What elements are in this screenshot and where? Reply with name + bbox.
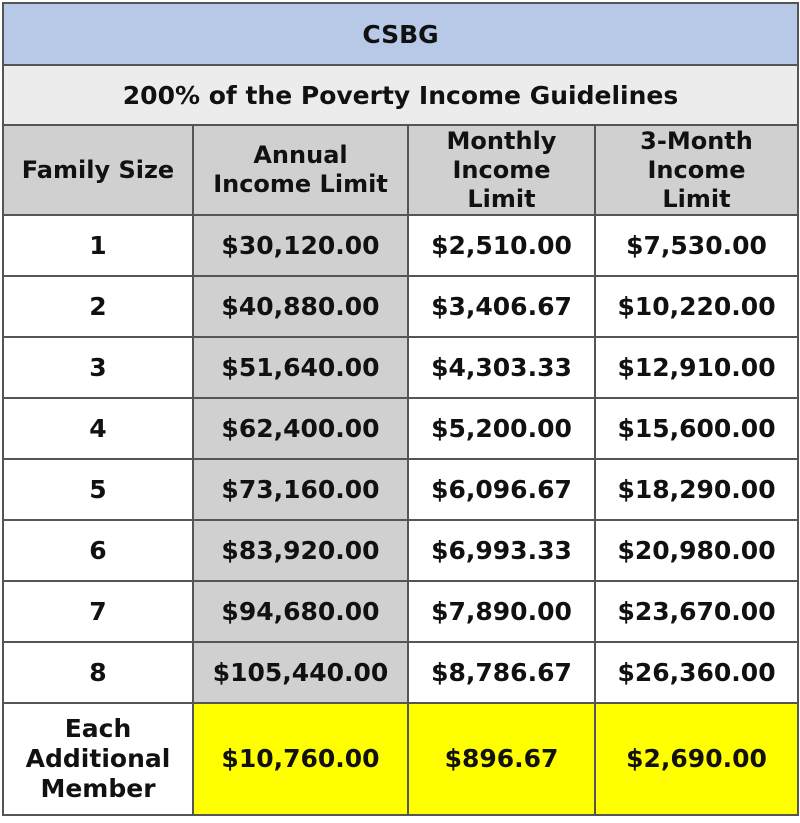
annual-income-cell: $83,920.00: [193, 520, 408, 581]
header-monthly-line: Income: [452, 155, 551, 184]
additional-three-month-cell: $2,690.00: [595, 703, 798, 815]
annual-income-cell: $30,120.00: [193, 215, 408, 276]
monthly-income-cell: $3,406.67: [408, 276, 595, 337]
table-row: [3, 520, 798, 581]
monthly-income-cell: $6,096.67: [408, 459, 595, 520]
header-three-month-line: Income: [647, 155, 746, 184]
monthly-income-cell: $4,303.33: [408, 337, 595, 398]
annual-income-cell: $40,880.00: [193, 276, 408, 337]
family-size-cell: 8: [3, 642, 193, 703]
monthly-income-cell: $7,890.00: [408, 581, 595, 642]
three-month-income-cell: $15,600.00: [595, 398, 798, 459]
table-row: [3, 337, 798, 398]
three-month-income-cell: $12,910.00: [595, 337, 798, 398]
three-month-income-cell: $26,360.00: [595, 642, 798, 703]
table-subtitle: 200% of the Poverty Income Guidelines: [3, 65, 798, 125]
three-month-income-cell: $20,980.00: [595, 520, 798, 581]
header-row: [3, 125, 798, 215]
annual-income-cell: $73,160.00: [193, 459, 408, 520]
additional-annual-cell: $10,760.00: [193, 703, 408, 815]
three-month-income-cell: $18,290.00: [595, 459, 798, 520]
annual-income-cell: $51,640.00: [193, 337, 408, 398]
header-three-month-line: Limit: [662, 184, 731, 213]
header-family-size: [3, 125, 193, 215]
family-size-cell: 7: [3, 581, 193, 642]
title-row: [3, 3, 798, 65]
family-size-cell: 6: [3, 520, 193, 581]
additional-member-label: [3, 703, 193, 815]
header-monthly-income-limit: [408, 125, 595, 215]
family-size-cell: 2: [3, 276, 193, 337]
table-row: [3, 459, 798, 520]
table-row: [3, 215, 798, 276]
header-three-month-income-limit: [595, 125, 798, 215]
family-size-cell: 1: [3, 215, 193, 276]
additional-label-line: Each: [64, 714, 132, 743]
family-size-cell: 3: [3, 337, 193, 398]
income-guidelines-table-container: [2, 2, 797, 819]
header-monthly-line: Limit: [467, 184, 536, 213]
table-row: [3, 581, 798, 642]
header-monthly-line: Monthly: [446, 126, 557, 155]
annual-income-cell: $62,400.00: [193, 398, 408, 459]
additional-label-line: Additional: [25, 744, 171, 773]
table-row: [3, 398, 798, 459]
additional-label-line: Member: [40, 774, 156, 803]
header-three-month-line: 3-Month: [640, 126, 753, 155]
header-family-size-label: Family Size: [21, 155, 175, 184]
header-annual-line: Annual: [253, 141, 348, 169]
family-size-cell: 5: [3, 459, 193, 520]
three-month-income-cell: $23,670.00: [595, 581, 798, 642]
monthly-income-cell: $5,200.00: [408, 398, 595, 459]
annual-income-cell: $105,440.00: [193, 642, 408, 703]
table-title: CSBG: [3, 3, 798, 65]
header-annual-line: Income Limit: [213, 170, 388, 198]
three-month-income-cell: $10,220.00: [595, 276, 798, 337]
additional-member-row: [3, 703, 798, 815]
additional-monthly-cell: $896.67: [408, 703, 595, 815]
subtitle-row: [3, 65, 798, 125]
header-annual-income-limit: [193, 125, 408, 215]
family-size-cell: 4: [3, 398, 193, 459]
monthly-income-cell: $8,786.67: [408, 642, 595, 703]
annual-income-cell: $94,680.00: [193, 581, 408, 642]
three-month-income-cell: $7,530.00: [595, 215, 798, 276]
table-row: [3, 642, 798, 703]
monthly-income-cell: $6,993.33: [408, 520, 595, 581]
table-row: [3, 276, 798, 337]
monthly-income-cell: $2,510.00: [408, 215, 595, 276]
income-guidelines-table: [2, 2, 799, 816]
